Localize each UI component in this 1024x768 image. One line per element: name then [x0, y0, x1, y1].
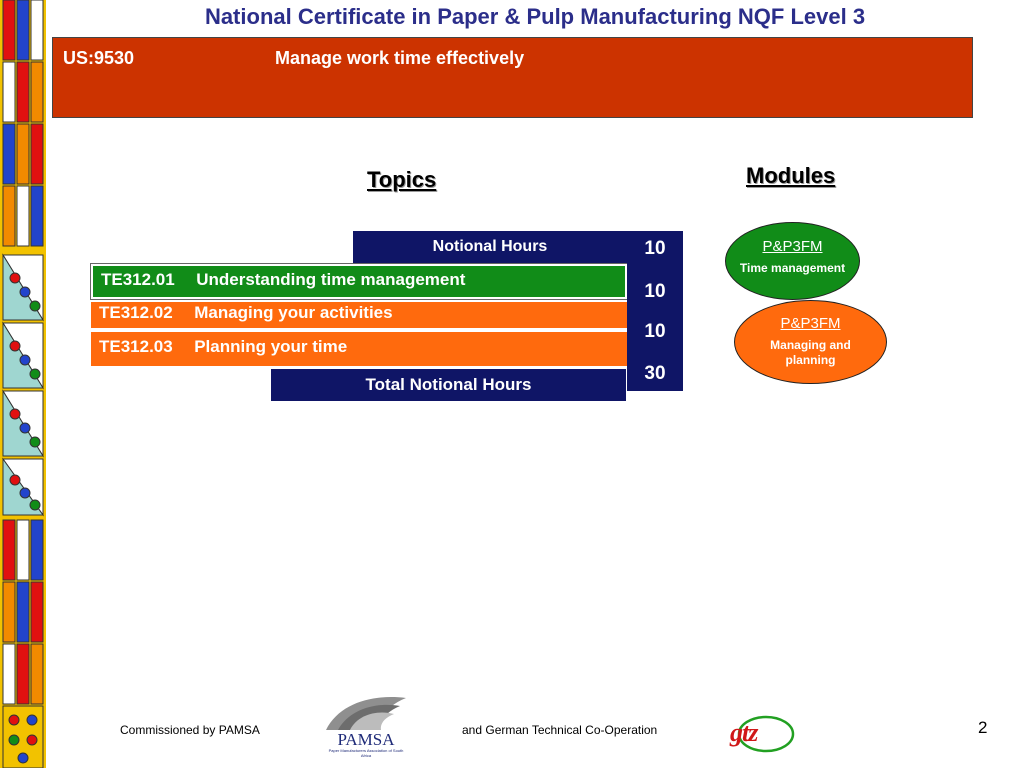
module-name: Managing and planning: [770, 338, 851, 367]
total-hours: 30: [644, 363, 666, 384]
hours-column: [627, 231, 683, 391]
topic-row: [91, 302, 627, 328]
cooperation-text: and German Technical Co-Operation: [462, 723, 658, 737]
module-time-management[interactable]: [725, 222, 860, 300]
page-title: National Certificate in Paper & Pulp Manufacturing NQF Level 3: [204, 4, 866, 29]
topic-code: TE312.01: [101, 270, 175, 289]
pamsa-logo-subtext: Paper Manufacturers Association of South Africa: [328, 748, 404, 758]
gtz-logo-text: gtz: [730, 718, 758, 747]
gtz-logo: [728, 714, 796, 754]
page-number: 2: [978, 718, 988, 737]
module-name: Time management: [739, 261, 846, 275]
topic-row: [91, 332, 627, 366]
topic-name: Planning your time: [194, 337, 348, 356]
topics-heading: Topics: [367, 167, 437, 192]
decorative-border-strip: [0, 0, 46, 768]
unit-standard-name: Manage work time effectively: [275, 48, 525, 68]
topic-hours: 10: [644, 281, 666, 302]
topic-name: Managing your activities: [194, 303, 393, 322]
topic-code: TE312.03: [99, 337, 173, 356]
unit-standard-code: US:9530: [63, 48, 135, 68]
topic-hours: 10: [644, 321, 666, 342]
pamsa-logo: [320, 692, 412, 762]
total-notional-hours-bar: Total Notional Hours: [271, 369, 626, 401]
pamsa-logo-text: PAMSA: [337, 730, 395, 749]
modules-heading: Modules: [746, 163, 836, 188]
module-code-link[interactable]: P&P3FM: [762, 238, 823, 255]
commissioned-text: Commissioned by PAMSA: [120, 723, 260, 737]
module-managing-and-planning[interactable]: [734, 300, 887, 384]
unit-standard-banner: [52, 37, 973, 118]
module-code-link[interactable]: P&P3FM: [780, 315, 841, 332]
topic-row: [91, 264, 627, 299]
topic-code: TE312.02: [99, 303, 173, 322]
topic-hours: 10: [644, 238, 666, 259]
topic-name: Understanding time management: [196, 270, 466, 289]
notional-hours-header: Notional Hours: [353, 231, 627, 263]
